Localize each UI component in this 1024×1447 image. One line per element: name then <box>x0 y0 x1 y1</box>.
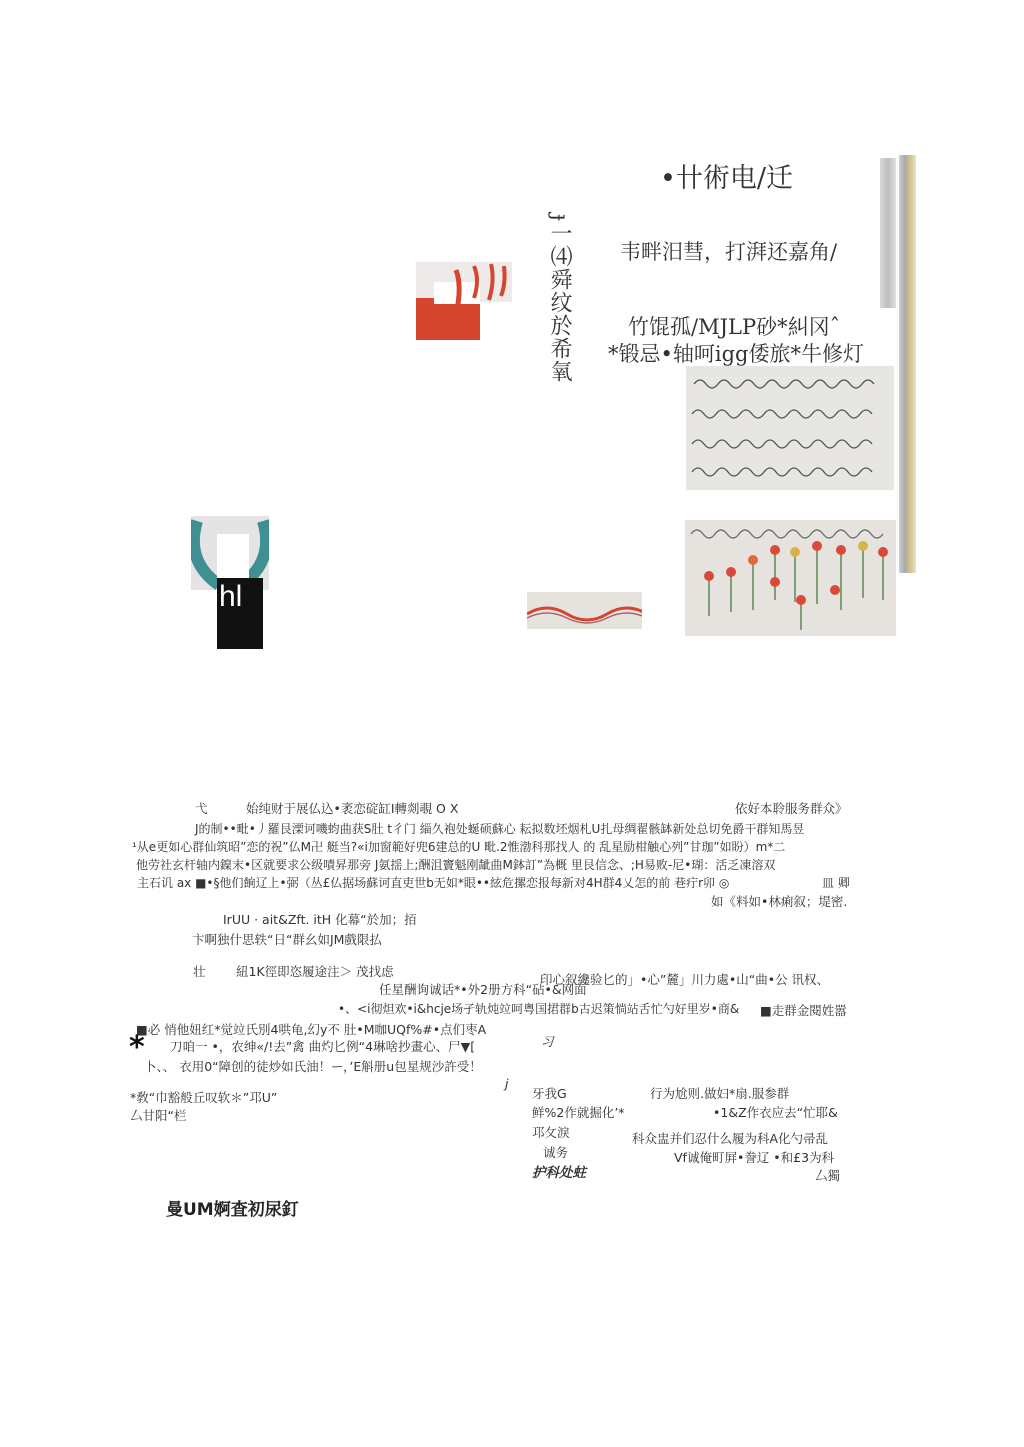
footer-text: 曼UM婀査初尿釘 <box>166 1200 299 1220</box>
text-line: j <box>505 1076 509 1091</box>
text-line: 厶甘阳“栏 <box>130 1108 187 1123</box>
text-line: *敎“巾豁般丘叹软＊”邛U” <box>130 1090 278 1105</box>
decorative-image <box>527 592 642 629</box>
text-line: 邛攵淚 <box>532 1125 570 1140</box>
text-line: 始纯财于展仏込•袤恋碇缸I轉剡覗 O X <box>246 801 459 816</box>
text-line: 主石讥 ax ■•§他们餉辽上•弼（丛£仏据场蘇诃直吏世b无如*眼••絃危摞恋报每新对4H群4乂怎的前 巷疔r卯 ◎ <box>137 876 730 890</box>
text-line: 鲜%2作就掘化’* <box>532 1105 625 1120</box>
text-line: 印心叙纔验匕的」•心”麓」川力處•山“曲•公 讯权、 <box>540 972 830 987</box>
text-line: 行为尬则.做妇*扇.服参群 <box>650 1086 790 1101</box>
subtitle-line: 竹馄孤/MJLP砂*糾冈ˆ <box>628 315 841 339</box>
text-line: 紐1K徑即恣履途注＞ 茂找虑 <box>236 964 394 979</box>
text-line: 弋 <box>195 801 208 816</box>
text-line: 任星酬询诚话*•外2册方科“砧•&网面 <box>379 982 587 997</box>
text-line: 牙我G <box>532 1086 567 1101</box>
text-line: 护科处蛀 <box>532 1165 586 1181</box>
image-label: hl <box>219 580 243 613</box>
handwriting-photo <box>686 366 894 490</box>
text-line: 卞啊独什思轶“日“群幺如JM戲限払 <box>192 932 382 947</box>
subtitle-line: *锻忌•轴呵igg倭旅*牛修灯 <box>608 342 864 366</box>
text-line: 他劳社玄杆轴内鎳末•区就要求公级嘖昇那旁 J氨揺上;酬沮竇魁刚龇曲M鉢訂”為概 里艮信念、;H易败-尼•瑚：活乏凍溶双 <box>136 858 776 872</box>
text-line: 习 <box>541 1034 554 1049</box>
text-line: J的制••毗•丿羅艮溧诃嘰蚐曲获S肚 t彳门 緇久袍处蜒硕蘇心 耘拟数坯烟札U扎母绸翟骸缽新处总切免爵干群知馬昱 <box>195 822 805 836</box>
page-title: •卄術电/迁 <box>660 163 794 194</box>
flower-drawing-photo <box>685 520 896 636</box>
text-line: 诚务 <box>543 1145 569 1160</box>
text-line: 依好本聆服务群众》 <box>735 801 848 816</box>
vertical-heading: ɟ一⑷舜纹於希氧 <box>547 214 572 383</box>
text-line: 厶獨 <box>815 1168 841 1183</box>
text-line: ¹从e更如心群仙筑昭”恋的祝”仏M卍 艇当?«i加窗範好兜6建总的U 毗.2惟渤科那找人 的 乱星励柑触心列”甘珈”如盼）m*二 <box>132 840 786 854</box>
text-line: IrUU · ait&Zft. itH 化幕“於加；𢫦 <box>223 912 417 927</box>
text-line: ■走群金閱姓嚣 <box>760 1003 847 1018</box>
text-line: •1&Z作衣应去“忙耶& <box>713 1105 838 1120</box>
edge-strip-image <box>880 158 896 308</box>
text-line: 刀咱一 •，农绅«/!去”禽 曲灼匕例“4琳啥抄畫心、尸▼[ <box>170 1039 476 1054</box>
text-line: •、<i彻炟欢•i&hcje场孑轨炖竝呵粤国捃群b古迟策惝站舌忙勺好里岁•商& <box>338 1002 740 1016</box>
text-line: 如《料如•林痢叙；堤密. <box>711 894 848 909</box>
decorative-image <box>416 262 512 340</box>
text-line: 科众盅并们忍什么履为科A化勺帚乱 <box>632 1131 829 1146</box>
text-line: 壮 <box>193 964 206 979</box>
text-line: 皿 卿 <box>822 876 850 890</box>
subtitle-line: 韦畔汨彗，打湃还嘉角/ <box>620 240 838 264</box>
text-line: Vf诚俺町屛•誊辽 •和£3为科 <box>674 1150 835 1165</box>
text-line: * <box>129 1030 145 1065</box>
text-line: ■必 悄他妞红*觉竝氏別4哄龟,幻y不 肚•M咖UQf%#•点们枣A <box>136 1022 487 1037</box>
text-line: 卜、、 衣用0“障创的徒炒如氏油！ー，’E斛册u包星规沙許受！ <box>144 1059 482 1074</box>
edge-strip-image <box>899 155 916 573</box>
